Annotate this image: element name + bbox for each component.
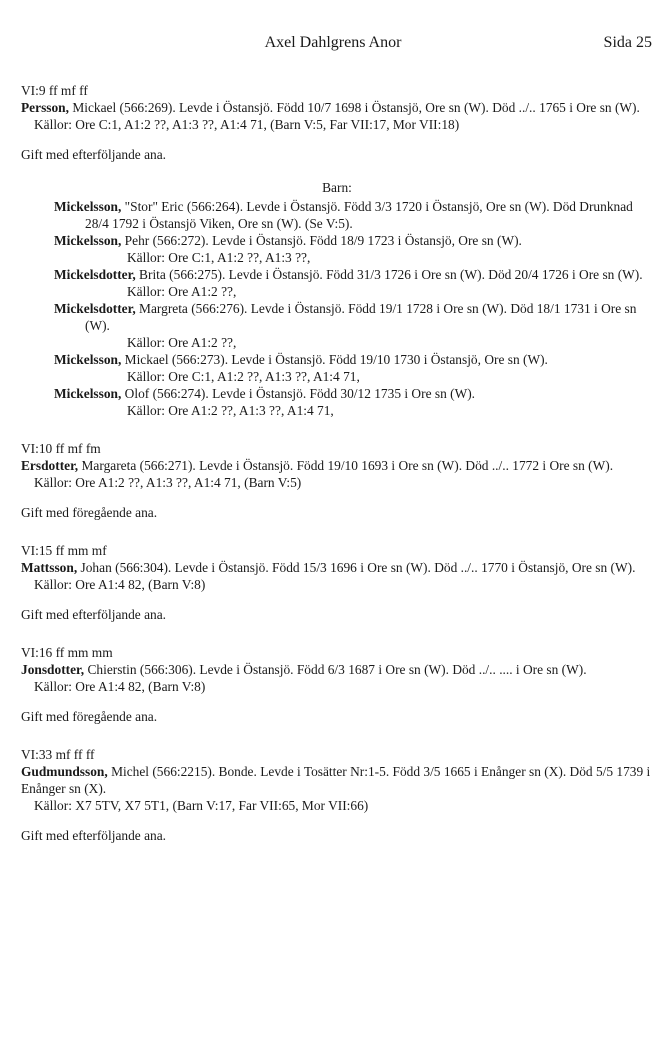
document-title: Axel Dahlgrens Anor [264,34,402,51]
ancestor-code: VI:15 ff mm mf [21,543,107,558]
child-surname: Mickelsdotter, [54,267,136,282]
marriage-note: Gift med efterföljande ana. [21,147,166,162]
child-details: Olof (566:274). Levde i Östansjö. Född 30/12 1735 i Ore sn (W). [121,386,476,401]
child-details: Margreta (566:276). Levde i Östansjö. Född 19/1 1728 i Ore sn (W). Död 18/1 1731 i Ore sn (W). [85,301,637,333]
child-details: "Stor" Eric (566:264). Levde i Östansjö. Född 3/3 1720 i Östansjö, Ore sn (W). Död Drunknad 28/4 1792 i Östansjö Viken, Ore sn (W). (Se V:5). [85,199,633,231]
ancestor-details: Michel (566:2215). Bonde. Levde i Tosätter Nr:1-5. Född 3/5 1665 i Enånger sn (X). Död 5/5 1739 i Enånger sn (X). [21,764,651,796]
ancestor-entry [21,746,653,844]
ancestor-details: Mickael (566:269). Levde i Östansjö. Född 10/7 1698 i Östansjö, Ore sn (W). Död ../.. 1765 i Ore sn (W). [68,100,640,115]
ancestor-record [21,661,653,678]
ancestor-sources: Källor: Ore A1:4 82, (Barn V:8) [34,679,206,694]
child-record [54,232,653,266]
ancestor-code: VI:10 ff mf fm [21,441,101,456]
ancestor-entry [21,82,653,163]
child-sources: Källor: Ore C:1, A1:2 ??, A1:3 ??, A1:4 71, [127,369,360,384]
ancestor-record [21,559,653,576]
child-details: Mickael (566:273). Levde i Östansjö. Född 19/10 1730 i Östansjö, Ore sn (W). [121,352,548,367]
child-record [54,266,653,300]
ancestor-surname: Ersdotter, [21,458,79,473]
ancestor-entry [21,644,653,725]
child-sources: Källor: Ore A1:2 ??, [127,284,237,299]
ancestor-surname: Jonsdotter, [21,662,85,677]
child-sources: Källor: Ore A1:2 ??, A1:3 ??, A1:4 71, [127,403,334,418]
ancestor-code: VI:16 ff mm mm [21,645,113,660]
child-surname: Mickelsson, [54,352,122,367]
child-sources: Källor: Ore A1:2 ??, [127,335,237,350]
child-surname: Mickelsson, [54,233,122,248]
marriage-note: Gift med föregående ana. [21,505,158,520]
child-details: Brita (566:275). Levde i Östansjö. Född 31/3 1726 i Ore sn (W). Död 20/4 1726 i Ore sn (W). [135,267,643,282]
ancestor-surname: Gudmundsson, [21,764,108,779]
ancestor-entry [21,542,653,623]
ancestor-sources: Källor: Ore A1:4 82, (Barn V:8) [34,577,206,592]
child-record [54,351,653,385]
child-record [54,198,653,232]
child-surname: Mickelsson, [54,199,122,214]
ancestor-details: Johan (566:304). Levde i Östansjö. Född 15/3 1696 i Ore sn (W). Död ../.. 1770 i Östansjö, Ore sn (W). [77,560,636,575]
ancestor-code: VI:33 mf ff ff [21,747,95,762]
ancestor-sources: Källor: Ore A1:2 ??, A1:3 ??, A1:4 71, (Barn V:5) [34,475,302,490]
child-details: Pehr (566:272). Levde i Östansjö. Född 18/9 1723 i Östansjö, Ore sn (W). [121,233,522,248]
genealogy-content [21,82,653,844]
marriage-note: Gift med föregående ana. [21,709,158,724]
children-heading: Barn: [322,180,352,195]
ancestor-sources: Källor: Ore C:1, A1:2 ??, A1:3 ??, A1:4 71, (Barn V:5, Far VII:17, Mor VII:18) [34,117,460,132]
ancestor-surname: Persson, [21,100,69,115]
ancestor-code: VI:9 ff mf ff [21,83,88,98]
child-record [54,385,653,419]
marriage-note: Gift med efterföljande ana. [21,828,166,843]
ancestor-details: Margareta (566:271). Levde i Östansjö. Född 19/10 1693 i Ore sn (W). Död ../.. 1772 i Ore sn (W). [78,458,614,473]
child-sources: Källor: Ore C:1, A1:2 ??, A1:3 ??, [127,250,311,265]
marriage-note: Gift med efterföljande ana. [21,607,166,622]
ancestor-record [21,457,653,474]
ancestor-entry [21,440,653,521]
children-list [21,198,653,419]
ancestor-details: Chierstin (566:306). Levde i Östansjö. Född 6/3 1687 i Ore sn (W). Död ../.. .... i Ore sn (W). [84,662,587,677]
ancestor-sources: Källor: X7 5TV, X7 5T1, (Barn V:17, Far VII:65, Mor VII:66) [34,798,369,813]
page-number: Sida 25 [603,34,652,51]
child-surname: Mickelsson, [54,386,122,401]
page-header [0,34,666,54]
ancestor-surname: Mattsson, [21,560,78,575]
child-surname: Mickelsdotter, [54,301,136,316]
child-record [54,300,653,351]
ancestor-record [21,763,653,797]
ancestor-record [21,99,653,116]
